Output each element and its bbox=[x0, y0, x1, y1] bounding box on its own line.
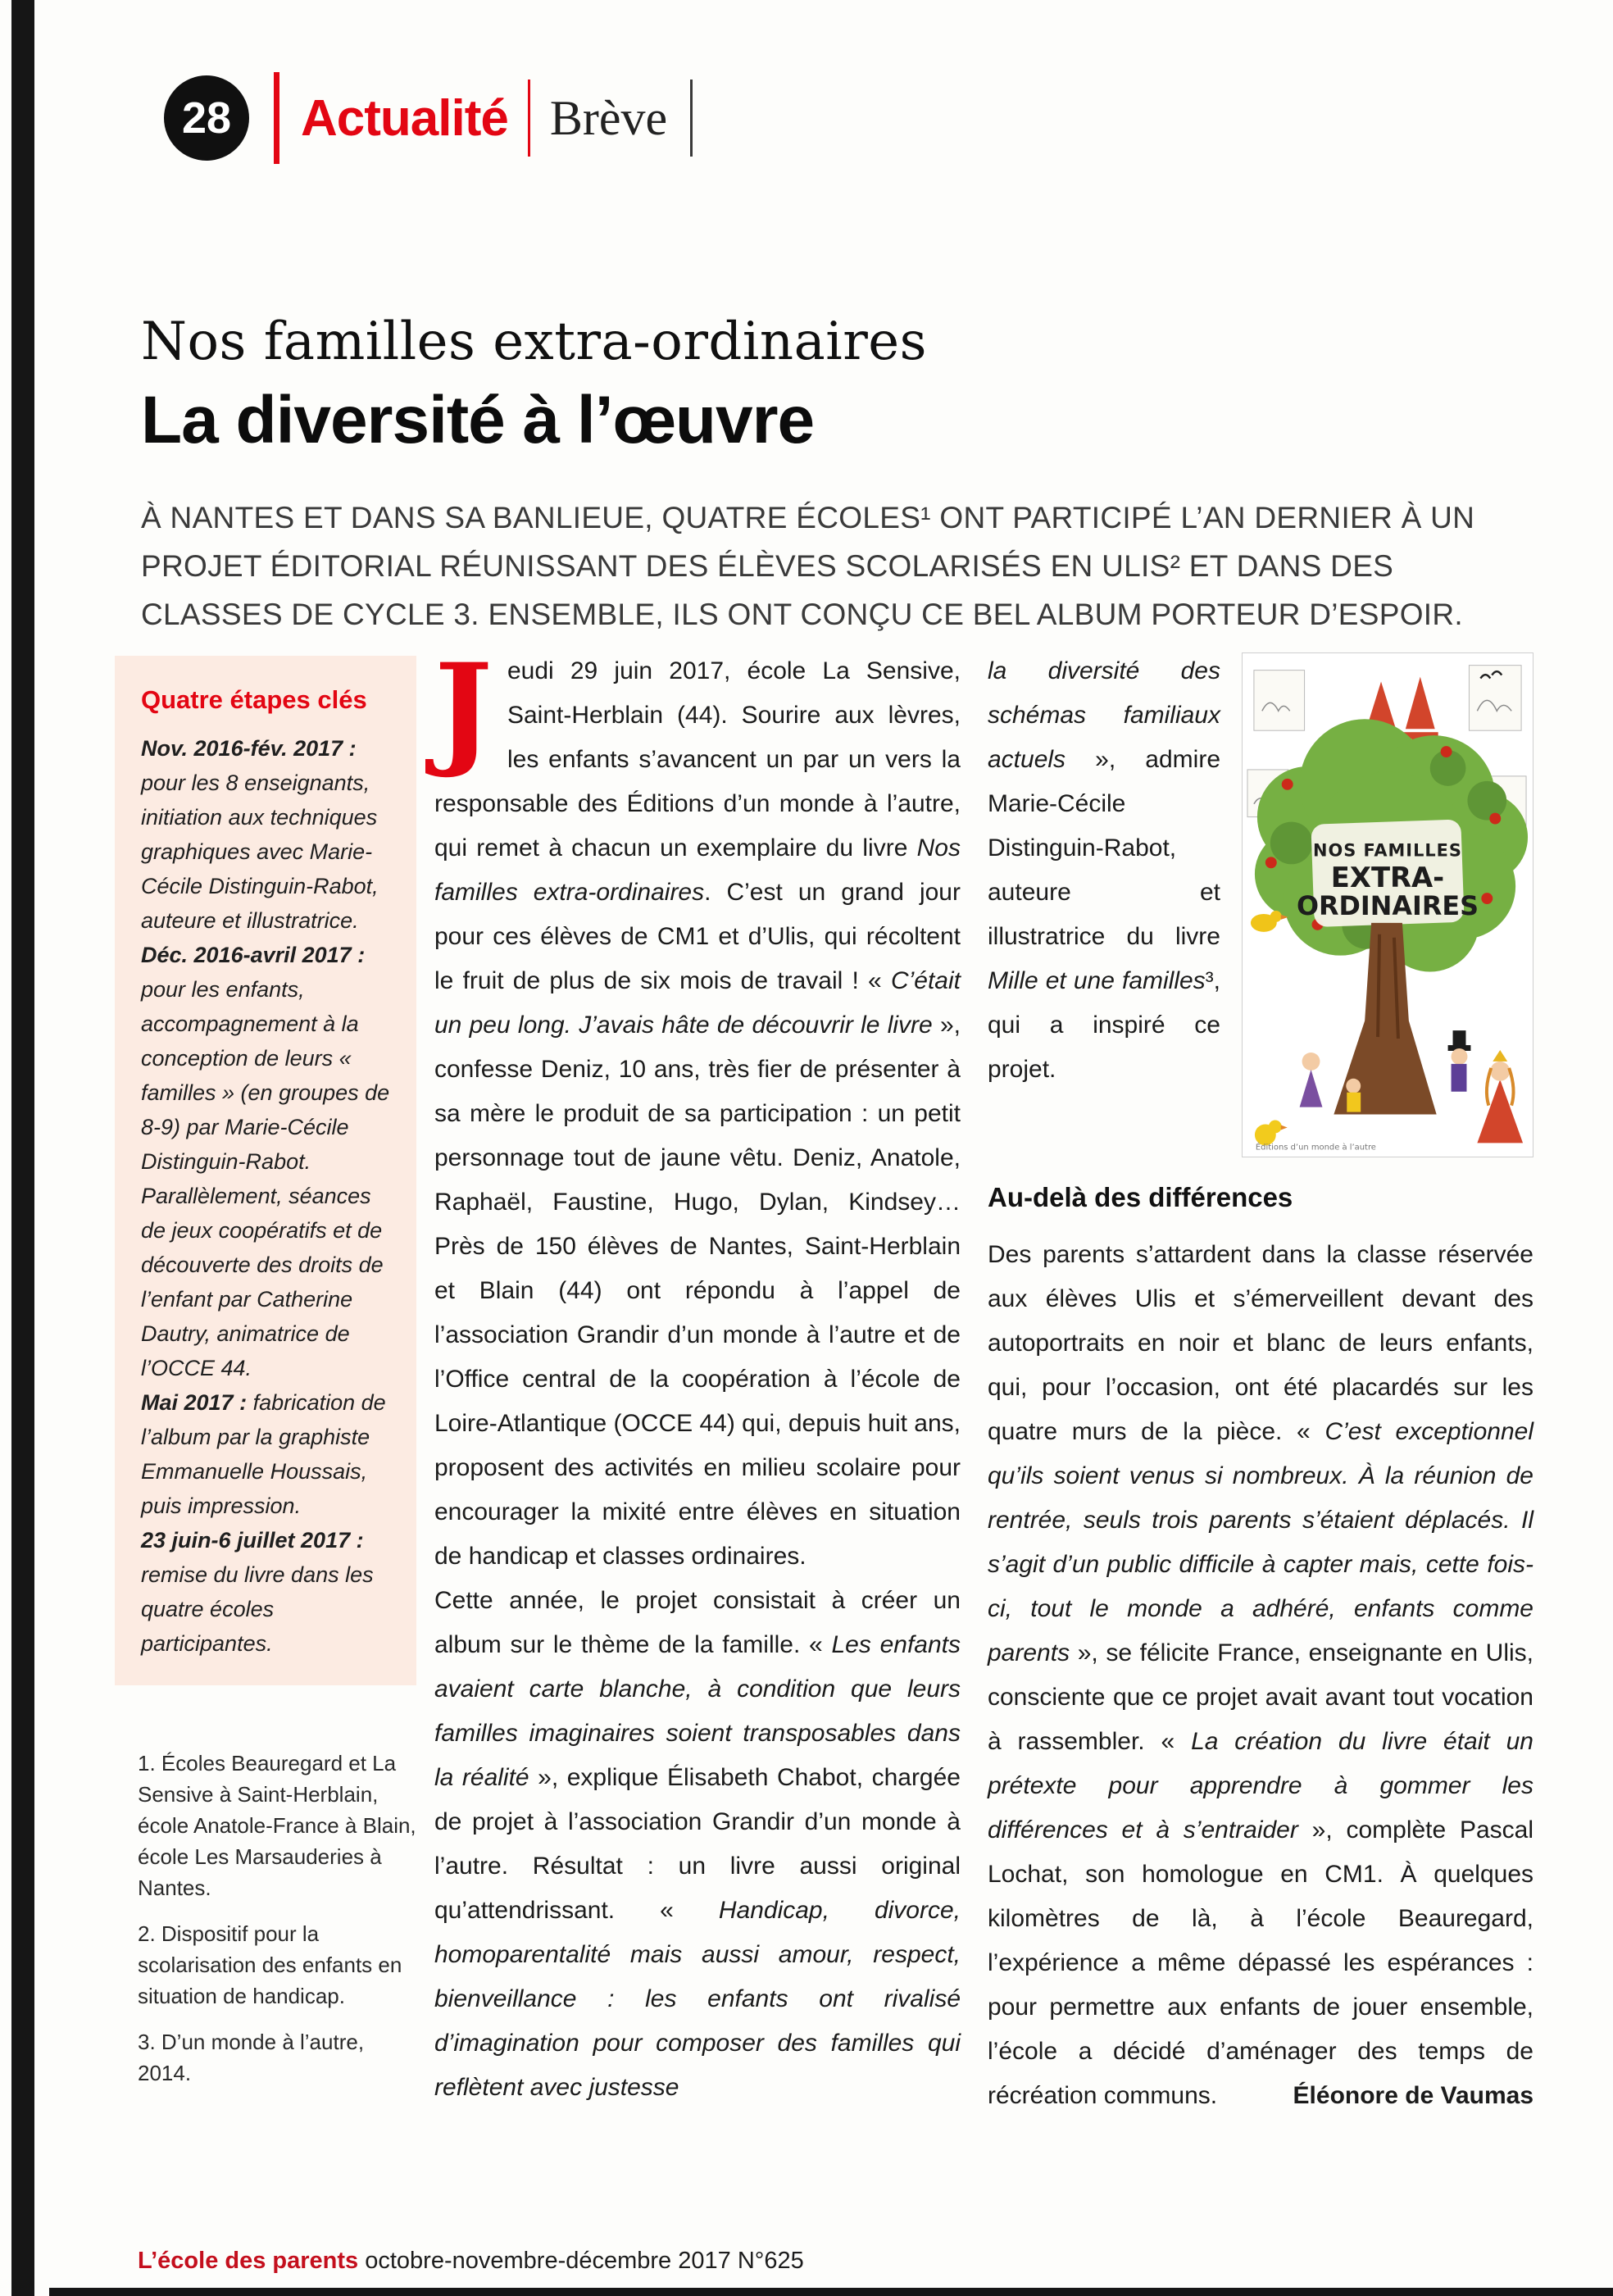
cover-title-bottom: ORDINAIRES bbox=[1296, 889, 1479, 921]
header-divider-red bbox=[274, 72, 279, 164]
section-label: Actualité bbox=[301, 89, 508, 147]
paragraph-4 bbox=[988, 1233, 1533, 2118]
step-text: pour les 8 enseignants, initiation aux techniques graphiques avec Marie-Cécile Distinguin-Rabot, auteure et illustratrice. bbox=[141, 771, 379, 933]
sidebar-title: Quatre étapes clés bbox=[141, 685, 367, 714]
text-run: eudi 29 juin 2017, école La Sensive, Saint-Herblain (44). Sourire aux lèvres, les enfants s’avancent un par un vers la responsable des Éditions d’un monde à l’autre, qui remet à chacun un exemplaire du livre bbox=[434, 657, 961, 862]
step-date: Nov. 2016-fév. 2017 : bbox=[141, 736, 357, 761]
text-run: Cette année, le projet consistait à créer un album sur le thème de la famille. « bbox=[434, 1587, 961, 1658]
text-run: », confesse Deniz, 10 ans, très fier de présenter à sa mère le produit de sa participation : un petit personnage tout de jaune vêtu. Deniz, Anatole, Raphaël, Faustine, Hugo, Dylan, Kindsey… Près de 150 élèves de Nantes, Saint-Herblain et Blain (44) ont répondu à l’appel de l’association Grandir d’un monde à l’autre et de l’Office central de la coopération à l’école de Loire-Atlantique (OCCE 44) qui, depuis huit ans, proposent des activités en milieu scolaire pour encourager la mixité entre élèves en situation de handicap et classes ordinaires. bbox=[434, 1012, 961, 1570]
step-date: Mai 2017 : bbox=[141, 1390, 248, 1415]
text-run: », explique Élisabeth Chabot, chargée de projet à l’association Grandir d’un monde à l’autre. Résultat : un livre aussi original qu’attendrissant. « bbox=[434, 1764, 961, 1924]
page-footer bbox=[138, 2248, 804, 2275]
section-subhead: Au-delà des différences bbox=[988, 1182, 1293, 1212]
text-run: ³, qui a inspiré ce projet. bbox=[988, 967, 1220, 1083]
cover-title-mid: EXTRA- bbox=[1330, 862, 1445, 894]
standfirst: À NANTES ET DANS SA BANLIEUE, QUATRE ÉCOLES¹ ONT PARTICIPÉ L’AN DERNIER À UN PROJET ÉDITORIAL RÉUNISSANT DES ÉLÈVES SCOLARISÉS EN ULIS² ET DANS DES CLASSES DE CYCLE 3. ENSEMBLE, ILS ONT CONÇU CE BEL ALBUM PORTEUR D’ESPOIR. bbox=[141, 501, 1475, 631]
step-date: Déc. 2016-avril 2017 : bbox=[141, 943, 366, 967]
paragraph-2 bbox=[434, 1579, 961, 2110]
text-run: », admire Marie-Cécile Distinguin-Rabot, auteure et illustratrice du livre bbox=[988, 746, 1220, 950]
step-text: fabrication de l’album par la graphiste Emmanuelle Houssais, puis impression. bbox=[141, 1390, 386, 1518]
book-title-run: Nos familles extra-ordinaires bbox=[434, 834, 961, 906]
issue-info: octobre-novembre-décembre 2017 N°625 bbox=[358, 2248, 804, 2274]
character-yellow-child bbox=[1346, 1079, 1361, 1112]
scan-edge-bottom bbox=[49, 2288, 1613, 2296]
footnotes bbox=[138, 1748, 420, 2103]
book-title-run: Mille et une familles bbox=[988, 967, 1206, 994]
scan-edge-left bbox=[11, 0, 34, 2296]
title-block bbox=[141, 311, 1534, 639]
step-date: 23 juin-6 juillet 2017 : bbox=[141, 1528, 364, 1553]
header-divider-end bbox=[690, 80, 693, 157]
quote-run: la diversité des schémas familiaux actuels bbox=[988, 657, 1220, 773]
key-steps-box bbox=[115, 656, 416, 1685]
quote-run: Les enfants avaient carte blanche, à condition que leurs familles imaginaires soient transposables dans la réalité bbox=[434, 1631, 961, 1791]
quote-run: C’était un peu long. J’avais hâte de découvrir le livre bbox=[434, 967, 961, 1039]
article-title: La diversité à l’œuvre bbox=[141, 383, 815, 457]
dropcap: J bbox=[434, 637, 493, 781]
step-text: remise du livre dans les quatre écoles participantes. bbox=[141, 1562, 374, 1656]
sidebar-step bbox=[141, 938, 393, 1385]
quote-run: La création du livre était un prétexte pour apprendre à gommer les différences et à s’entraider bbox=[988, 1728, 1533, 1844]
book-cover-image bbox=[1242, 652, 1533, 1157]
cover-publisher: Éditions d’un monde à l’autre bbox=[1255, 1143, 1376, 1153]
text-run: . C’est un grand jour pour ces élèves de CM1 et d’Ulis, qui récoltent le fruit de plus de six mois de travail ! « bbox=[434, 879, 961, 994]
quote-run: Handicap, divorce, homoparentalité mais aussi amour, respect, bienveillance : les enfants ont rivalisé d’imagination pour composer des familles qui reflètent avec justesse bbox=[434, 1897, 961, 2101]
article-column-1 bbox=[434, 637, 961, 2110]
text-run: Des parents s’attardent dans la classe réservée aux élèves Ulis et s’émerveillent devant des autoportraits en noir et blanc de leurs enfants, qui, pour l’occasion, ont été placardés sur les quatre murs de la pièce. « bbox=[988, 1241, 1533, 1445]
article-column-2 bbox=[988, 649, 1533, 2118]
sidebar-step bbox=[141, 1523, 393, 1661]
sidebar-step bbox=[141, 1385, 393, 1523]
paragraph-1 bbox=[434, 637, 961, 1579]
step-text: pour les enfants, accompagnement à la conception de leurs « familles » (en groupes de 8-9) par Marie-Cécile Distinguin-Rabot. Parallèlement, séances de jeux coopératifs et de découverte des droits de l’enfant par Catherine Dautry, animatrice de l’OCCE 44. bbox=[141, 977, 390, 1380]
article-kicker: Nos familles extra-ordinaires bbox=[141, 311, 927, 372]
page-header bbox=[164, 70, 693, 166]
sidebar-step bbox=[141, 731, 393, 938]
text-run: », se félicite France, enseignante en Ulis, consciente que ce projet avait avant tout vocation à rassembler. « bbox=[988, 1639, 1533, 1755]
text-run: », complète Pascal Lochat, son homologue en CM1. À quelques kilomètres de là, à l’école Beauregard, l’expérience a même dépassé les espérances : pour permettre aux enfants de jouer ensemble, l’école a décidé d’aménager des temps de récréation communs. bbox=[988, 1816, 1534, 2109]
quote-run: C’est exceptionnel qu’ils soient venus si nombreux. À la réunion de rentrée, seuls trois parents s’étaient déplacés. Il s’agit d’un public difficile à capter mais, cette fois-ci, tout le monde a adhéré, enfants comme parents bbox=[988, 1418, 1533, 1666]
footnote-3: 3. D’un monde à l’autre, 2014. bbox=[138, 2030, 365, 2085]
footnote-2: 2. Dispositif pour la scolarisation des enfants en situation de handicap. bbox=[138, 1921, 402, 2008]
magazine-name: L’école des parents bbox=[138, 2248, 359, 2274]
header-divider-mid bbox=[528, 80, 530, 157]
cover-title-top: NOS FAMILLES bbox=[1313, 840, 1462, 861]
author-byline: Éléonore de Vaumas bbox=[1293, 2082, 1533, 2109]
subsection-label: Brève bbox=[549, 90, 668, 145]
page-number-badge: 28 bbox=[164, 75, 249, 161]
footnote-1: 1. Écoles Beauregard et La Sensive à Saint-Herblain, école Anatole-France à Blain, école Les Marsauderies à Nantes. bbox=[138, 1751, 416, 1900]
